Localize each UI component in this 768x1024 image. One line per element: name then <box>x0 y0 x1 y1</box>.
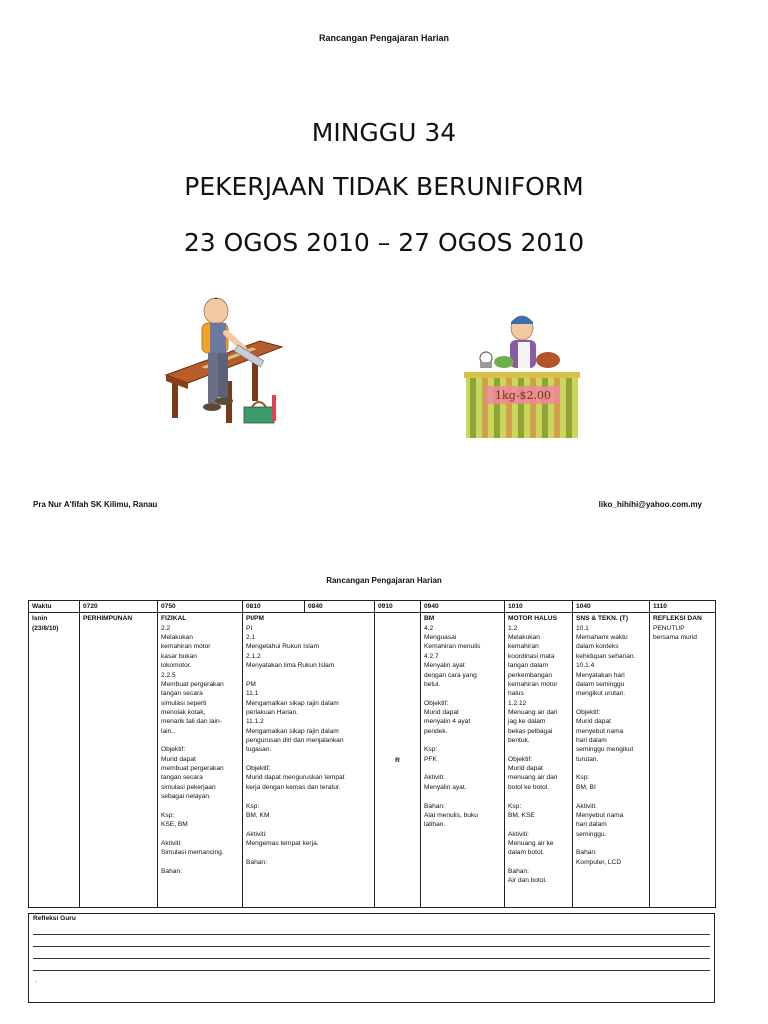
cell-line: Ksp: <box>246 802 260 810</box>
cell-line: 11.1.2 <box>246 718 264 726</box>
motor-halus-cell <box>505 613 573 908</box>
cell-line <box>161 858 239 867</box>
cell-line <box>508 858 569 867</box>
cell-line: Murid dapat <box>424 708 459 716</box>
cell-line <box>246 848 371 857</box>
cell-line: kemahiran motor <box>508 680 558 688</box>
cell-line: lokomotor. <box>161 662 192 670</box>
cell-line: tangan secara <box>161 774 203 782</box>
monday-row <box>29 613 716 908</box>
cell-line: bersama murid <box>653 634 697 642</box>
cell-line: menyebut nama <box>576 727 624 735</box>
cell-line <box>576 699 646 708</box>
cell-line: Melakukan <box>161 634 193 642</box>
cell-line <box>424 736 501 745</box>
cell-line: PM <box>246 680 256 688</box>
column-heading: BM <box>424 615 435 623</box>
time-cell: 0750 <box>158 601 243 613</box>
refleksi-cell <box>650 613 716 908</box>
writing-line <box>33 934 710 935</box>
refleksi-guru-label: Refleksi Guru <box>33 915 76 922</box>
cell-line <box>508 792 569 801</box>
cell-line: simulasi seperti <box>161 699 207 707</box>
cell-line: hari dalam <box>576 737 607 745</box>
cell-line <box>246 755 371 764</box>
cell-line: Murid dapat <box>576 718 611 726</box>
cell-line: perkembangan <box>508 671 552 679</box>
cell-line <box>246 792 371 801</box>
cell-line: dengan cara yang <box>424 671 477 679</box>
cell-line: Murid dapat menguruskan tempat <box>246 774 345 782</box>
cell-line <box>576 839 646 848</box>
cell-line: KSE, BM <box>161 821 188 829</box>
cell-line: pengurusan diri dan menjalankan <box>246 737 344 745</box>
title-week: MINGGU 34 <box>311 118 457 147</box>
price-sign: 1kg-$2.00 <box>495 389 551 402</box>
cell-line: Objektif: <box>246 765 271 773</box>
cell-line: Ksp: <box>161 811 175 819</box>
cell-line: seminggu mengikut <box>576 746 634 754</box>
cell-line: PENUTUP <box>653 624 685 632</box>
cell-line: kemahiran motor <box>161 643 211 651</box>
cell-line <box>424 764 501 773</box>
cell-line: Simulasi memancing. <box>161 849 224 857</box>
author: Pra Nur A'fifah SK Kilimu, Ranau <box>33 500 158 509</box>
day-name: Isnin <box>32 615 48 623</box>
cell-line: dalam botol. <box>508 849 544 857</box>
cell-line: sebagai nelayan. <box>161 793 211 801</box>
cell-line: Menuang air dari <box>508 708 558 716</box>
cell-line: Aktiviti: <box>246 830 267 838</box>
time-cell: 0910 <box>375 601 421 613</box>
cell-line: Murid dapat <box>508 765 543 773</box>
cell-line: Memahami waktu <box>576 634 628 642</box>
cell-line: tangan dalam <box>508 662 548 670</box>
cell-line <box>508 820 569 829</box>
cell-line: turutan. <box>576 755 599 763</box>
cell-line: 4.2 <box>424 624 434 632</box>
section-header: Rancangan Pengajaran Harian <box>326 576 442 585</box>
cell-line: Bahan: <box>576 849 597 857</box>
title-dates: 23 OGOS 2010 – 27 OGOS 2010 <box>183 228 585 257</box>
cell-line: menyalin 4 ayat <box>424 718 471 726</box>
column-heading: MOTOR HALUS <box>508 615 557 623</box>
cell-line: 2.2 <box>161 624 171 632</box>
cell-line: 10.1 <box>576 624 589 632</box>
writing-line <box>33 970 710 971</box>
cell-line: Ksp: <box>424 746 438 754</box>
cell-line: kehidupan seharian. <box>576 652 636 660</box>
cell-line: kasar bukan <box>161 652 197 660</box>
cell-line: jag ke dalam <box>508 718 546 726</box>
cell-line: Objektif: <box>424 699 449 707</box>
column-heading: PI/PM <box>246 615 264 623</box>
cell-line: Aktiviti: <box>576 802 597 810</box>
cell-line: BM, KSE <box>508 811 535 819</box>
cell-line: simulasi pekerjaan <box>161 783 216 791</box>
cell-line: Menyalin ayat <box>424 662 465 670</box>
time-header-row <box>29 601 716 613</box>
cell-line: pendek. <box>424 727 448 735</box>
cell-line: Ksp: <box>576 774 590 782</box>
cell-line: Menyalin ayat. <box>424 783 467 791</box>
cell-line: Komputer, LCD <box>576 858 622 866</box>
rehat-cell: R <box>375 613 421 908</box>
cell-line: 11.1 <box>246 690 259 698</box>
cell-line <box>576 764 646 773</box>
cell-line: Bahan: <box>246 858 267 866</box>
cell-line: Mengamalkan sikap rajin dalam <box>246 727 339 735</box>
cell-line: Objektif: <box>508 755 533 763</box>
carpenter-illustration <box>160 283 290 443</box>
cell-line: Objektif: <box>576 708 601 716</box>
cell-line: 4.2.7 <box>424 652 439 660</box>
cell-line: botol ke botol. <box>508 783 550 791</box>
cell-line: lain.. <box>161 727 175 735</box>
cell-line: dalam konteks <box>576 643 619 651</box>
cell-line: Bahan: <box>508 868 529 876</box>
lesson-plan-table <box>28 600 716 908</box>
column-heading: FIZIKAL <box>161 615 187 623</box>
refleksi-guru-box <box>28 913 715 1003</box>
time-cell: 0840 <box>305 601 375 613</box>
cell-line: 2.1 <box>246 634 256 642</box>
cell-line: menarik tali dan lain- <box>161 718 222 726</box>
cell-line: Menuang air ke <box>508 839 554 847</box>
cell-line: latihan. <box>424 821 446 829</box>
cell-line: Air dan botol. <box>508 877 547 885</box>
cell-line: Menguasai <box>424 634 457 642</box>
cell-line: dalam seminggu <box>576 680 625 688</box>
cell-line: Menyatakan hari <box>576 671 625 679</box>
cell-line <box>424 689 501 698</box>
writing-line <box>33 958 710 959</box>
cell-line: Mengamalkan sikap rajin dalam <box>246 699 339 707</box>
vendor-illustration <box>460 300 584 450</box>
cell-line: koordinasi mata <box>508 652 555 660</box>
cell-line: PFK <box>424 755 437 763</box>
time-cell: 1110 <box>650 601 716 613</box>
cell-line: halus <box>508 690 524 698</box>
page-header: Rancangan Pengajaran Harian <box>318 33 450 43</box>
cell-line: Aktiviti: <box>161 839 182 847</box>
column-heading: REFLEKSI DAN <box>653 615 702 623</box>
refleksi-mark: ` <box>35 982 38 989</box>
cell-line: PI <box>246 624 253 632</box>
cell-line: BM, KM <box>246 811 270 819</box>
cell-line: Aktiviti: <box>508 830 529 838</box>
day-cell <box>29 613 80 908</box>
cell-line: Menyebut nama <box>576 811 624 819</box>
cell-line: perlakuan Harian. <box>246 708 299 716</box>
cell-line: mengikut urutan. <box>576 690 626 698</box>
cell-line <box>161 802 239 811</box>
time-cell: 1010 <box>505 601 573 613</box>
cell-line: 2.1.2 <box>246 652 261 660</box>
cell-line: Mengetahui Rukun Islam <box>246 643 319 651</box>
cell-line: Mengemas tempat kerja. <box>246 839 319 847</box>
column-heading: SNS & TEKN. (T) <box>576 615 629 623</box>
time-cell: 0940 <box>421 601 505 613</box>
time-cell: Waktu <box>29 601 80 613</box>
cell-line: Bahan: <box>161 868 182 876</box>
cell-line: kerja dengan kemas dan teratur. <box>246 783 341 791</box>
cell-line: betul. <box>424 680 441 688</box>
cell-line: bekas pelbagai <box>508 727 553 735</box>
day-date: (23/8/10) <box>32 624 59 632</box>
cell-line: menolak kotak, <box>161 708 206 716</box>
bm-cell <box>421 613 505 908</box>
cell-line: 1.2.12 <box>508 699 527 707</box>
time-cell: 0810 <box>243 601 305 613</box>
cell-line: membuat pergerakan <box>161 765 224 773</box>
cell-line: Ksp: <box>508 802 522 810</box>
time-cell: 0720 <box>80 601 158 613</box>
cell-line: Membuat pergerakan <box>161 680 224 688</box>
cell-line <box>508 745 569 754</box>
cell-line: Bahan: <box>424 802 445 810</box>
cell-line <box>576 792 646 801</box>
cell-line: 2.2.5 <box>161 671 176 679</box>
cell-line: tugasan. <box>246 746 272 754</box>
cell-line: tangan secara <box>161 690 203 698</box>
cell-line: kemahiran <box>508 643 539 651</box>
cell-line: bentuk. <box>508 737 530 745</box>
cell-line: hari dalam <box>576 821 607 829</box>
pi-pm-cell <box>243 613 375 908</box>
cell-line: Objektif: <box>161 746 186 754</box>
cell-line: 10.1.4 <box>576 662 595 670</box>
writing-line <box>33 946 710 947</box>
time-cell: 1040 <box>573 601 650 613</box>
cell-line <box>246 820 371 829</box>
cell-line <box>424 792 501 801</box>
cell-line: Aktiviti: <box>424 774 445 782</box>
cell-line: Menyatakan lima Rukun Islam <box>246 662 335 670</box>
cell-line: BM, BI <box>576 783 596 791</box>
sns-cell <box>573 613 650 908</box>
cell-line: Alat menulis, buku <box>424 811 478 819</box>
cell-line: Murid dapat <box>161 755 196 763</box>
cell-line: Kemahiran menulis <box>424 643 481 651</box>
cell-line: seminggu. <box>576 830 607 838</box>
cell-line <box>246 671 371 680</box>
email: liko_hihihi@yahoo.com.my <box>598 500 702 509</box>
cell-line: Melakukan <box>508 634 540 642</box>
assembly-cell: PERHIMPUNAN <box>80 613 158 908</box>
fizikal-cell <box>158 613 243 908</box>
cell-line: 1.2 <box>508 624 518 632</box>
cell-line: menuang air dari <box>508 774 558 782</box>
title-theme: PEKERJAAN TIDAK BERUNIFORM <box>184 172 584 201</box>
cell-line <box>161 736 239 745</box>
cell-line <box>161 830 239 839</box>
